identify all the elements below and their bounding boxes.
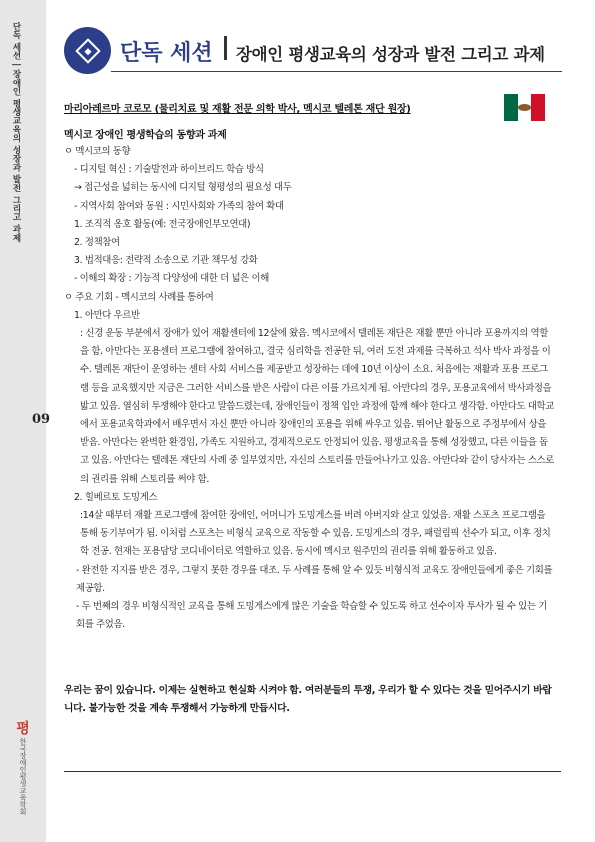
- header-title: 단독 세션: [120, 41, 213, 66]
- list-item: 3. 법적대응: 전략적 소송으로 기관 책무성 강화: [74, 255, 258, 267]
- list-item: 1. 조직적 옹호 활동(예: 전국장애인부모연대): [74, 218, 251, 230]
- footer-rule: [64, 771, 561, 772]
- body-content: [64, 143, 554, 634]
- header-divider: [224, 36, 227, 60]
- case-heading: 1. 아만다 우르반: [74, 309, 140, 321]
- case-paragraph: :14살 때부터 재활 프로그램에 참여한 장애인, 어머니가 도밍게스를 버려 아버지와 살고 있었음. 재활 스포츠 프로그램을 통해 동기부여가 됨. 이처럼 스포츠는 비형식 교육으로 작동할 수 있음. 도밍게스의 경우, 패럴림픽 선수가 되고, 이후 정치학 전공. 현재는 포용담당 코디네이터로 역할하고 있음. 동시에 멕시코 원주민의 권리를 위해 활동하고 있음.: [80, 510, 551, 558]
- sidebar: [0, 0, 51, 842]
- page-number: 09: [32, 412, 51, 427]
- bullet-heading: ㅇ 주요 기회 - 멕시코의 사례를 통하여: [64, 291, 214, 303]
- list-item: → 접근성을 넓히는 동시에 디지털 형평성의 필요성 대두: [74, 182, 292, 194]
- list-item: - 이해의 확장 : 기능적 다양성에 대한 더 넓은 이해: [74, 273, 269, 285]
- logo-text: 한국장애인평생교육학회: [19, 738, 27, 815]
- logo-mark-icon: 평: [16, 721, 30, 737]
- list-item: - 완전한 지지를 받은 경우, 그렇지 못한 경우를 대조. 두 사례를 통해 알 수 있듯 비형식적 교육도 장애인들에게 좋은 기회를 제공함.: [76, 564, 553, 594]
- case-paragraph: : 신경 운동 부분에서 장애가 있어 재활센터에 12살에 왔음. 멕시코에서 텔레톤 재단은 재활 뿐만 아니라 포용까지의 역할을 함. 아만다는 포용센터 프로그램에 참여하고, 결국 심리학을 전공한 뒤, 여러 도전 과제를 극복하고 석사 박사 과정을 이수. 텔레톤 재단이 운영하는 센터 사회 서비스를 제공받고 성장하는 데에 10년 이상이 소요. 처음에는 재활과 포용 프로그램 등을 교육했지만 지금은 그러한 서비스를 받은 사람이 다른 이를 가르치게 됨. 아만다의 경우, 포용교육에서 박사과정을 밟고 있음. 열심히 투쟁해야 한다고 말씀드렸는데, 장애인들이 정책 입안 과정에 함께 해야 한다고 생각함. 아만다도 대학교에서 포용교육학과에서 배우면서 자신 뿐만 아니라 장애인의 포용을 위해 싸우고 있음. 뛰어난 활동으로 주정부에서 상을 받음. 아만다는 완벽한 환경임, 가족도 지원하고, 경제적으로도 안정되어 있음. 평생교육을 통해 성장했고, 다른 이들을 돕고 있음. 아만다는 텔레톤 재단의 사례 중 일부였지만, 자신의 스토리를 만들어나가고 있음. 아만다와 같이 당사자는 스스로의 권리를 위해 스토리를 써야 함.: [80, 328, 554, 485]
- list-item: - 두 번째의 경우 비형식적인 교육을 통해 도밍게스에게 많은 기술을 학습할 수 있도록 하고 선수이자 투사가 될 수 있는 기회를 주었음.: [76, 601, 547, 631]
- header-rule: [111, 71, 562, 72]
- closing-statement: 우리는 꿈이 있습니다. 이제는 실현하고 현실화 시켜야 함. 여러분들의 투쟁, 우리가 할 수 있다는 것을 믿어주시기 바랍니다. 불가능한 것을 계속 투쟁해서 가능하게 만듭시다.: [64, 685, 552, 714]
- list-item: 2. 정책참여: [74, 237, 120, 249]
- header-subtitle: 장애인 평생교육의 성장과 발전 그리고 과제: [236, 45, 545, 64]
- list-item: - 지역사회 참여와 동원 : 시민사회와 가족의 참여 확대: [74, 200, 284, 212]
- mexico-flag-icon: [504, 94, 545, 121]
- speaker-line: 마리아레르마 코로모 (물리치료 및 재활 전문 의학 박사, 멕시코 텔레톤 재단 원장): [64, 104, 411, 115]
- case-heading: 2. 힐베르토 도밍게스: [74, 491, 158, 503]
- section-title: 멕시코 장애인 평생학습의 동향과 과제: [64, 130, 227, 141]
- session-badge-icon: [64, 27, 111, 74]
- society-logo: [12, 722, 34, 818]
- list-item: - 디지털 혁신 : 기술발전과 하이브리드 학습 방식: [74, 164, 264, 176]
- bullet-heading: ㅇ 멕시코의 동향: [64, 146, 131, 157]
- running-title: 단독 세션 | 장애인 평생교육의 성장과 발전 그리고 과제: [11, 22, 21, 242]
